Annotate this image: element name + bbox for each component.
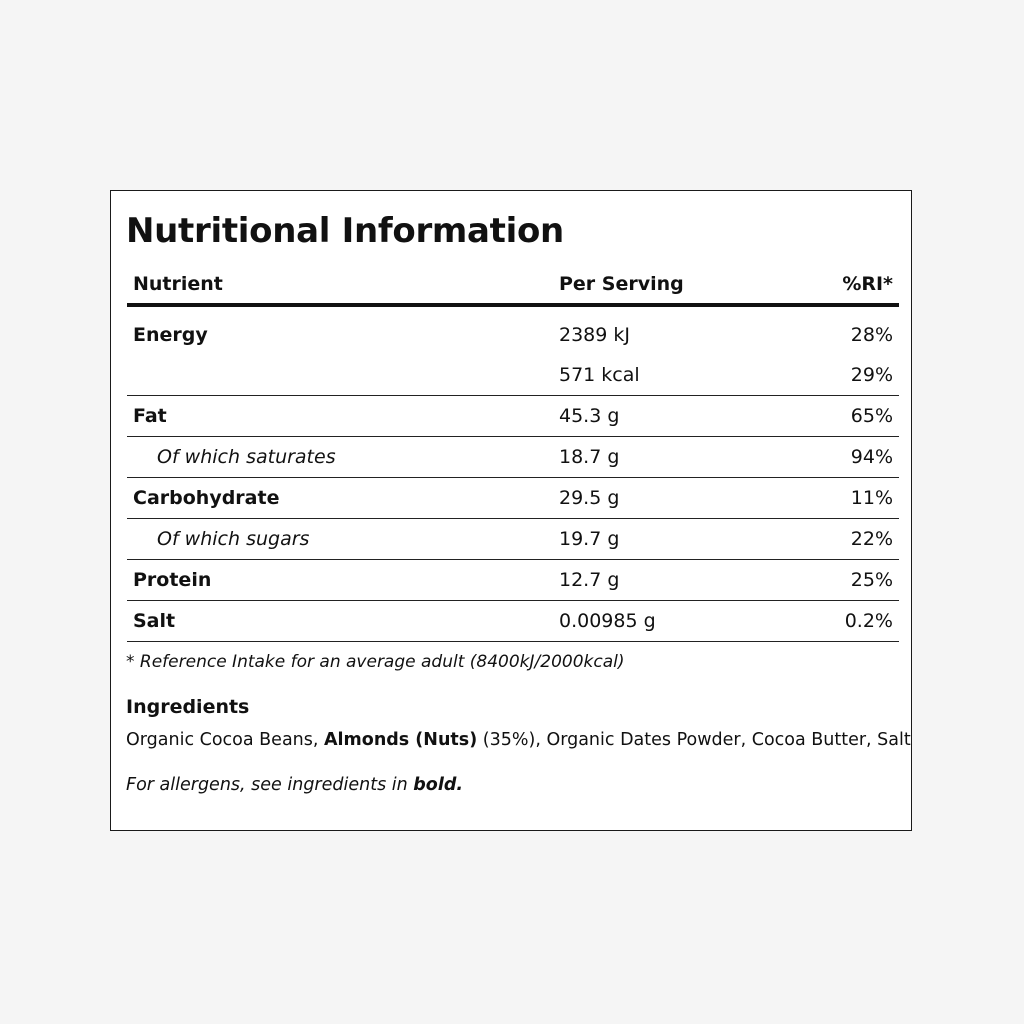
table-row xyxy=(127,560,899,601)
row-nutrient: Fat xyxy=(127,396,553,437)
row-per-serving: 2389 kJ xyxy=(559,324,630,346)
row-ri: 25% xyxy=(790,560,899,601)
ingredients-list xyxy=(126,730,911,750)
label-title: Nutritional Information xyxy=(126,211,564,251)
row-nutrient: Of which saturates xyxy=(127,437,553,478)
row-per-serving: 45.3 g xyxy=(553,396,790,437)
row-nutrient xyxy=(127,355,553,396)
row-per-serving: 29.5 g xyxy=(553,478,790,519)
row-ri: 94% xyxy=(790,437,899,478)
table-row xyxy=(127,396,899,437)
allergen-note xyxy=(126,775,463,795)
ingredients-text-part: (35%), Organic Dates Powder, Cocoa Butter, Salt xyxy=(477,730,911,750)
row-per-serving: 18.7 g xyxy=(553,437,790,478)
table-row xyxy=(127,355,899,396)
allergen-note-text: For allergens, see ingredients in xyxy=(126,775,414,795)
row-ri: 22% xyxy=(790,519,899,560)
row-nutrient: Protein xyxy=(127,560,553,601)
row-ri: 0.2% xyxy=(790,601,899,642)
row-nutrient: Of which sugars xyxy=(127,519,553,560)
row-ri: 65% xyxy=(790,396,899,437)
column-header-nutrient: Nutrient xyxy=(127,265,553,305)
table-row xyxy=(127,478,899,519)
allergen-ingredient: Almonds (Nuts) xyxy=(324,730,478,750)
row-nutrient: Salt xyxy=(127,601,553,642)
table-row xyxy=(127,305,899,355)
ingredients-text-part: Organic Cocoa Beans, xyxy=(126,730,325,750)
row-ri: 11% xyxy=(790,478,899,519)
row-per-serving: 19.7 g xyxy=(553,519,790,560)
table-row xyxy=(127,601,899,642)
nutrition-label-panel xyxy=(110,190,912,831)
ingredients-heading: Ingredients xyxy=(126,696,250,718)
row-nutrient: Energy xyxy=(133,324,208,346)
row-nutrient: Carbohydrate xyxy=(127,478,553,519)
table-header-row xyxy=(127,265,899,305)
table-row xyxy=(127,519,899,560)
column-header-per-serving: Per Serving xyxy=(553,265,790,305)
row-per-serving: 571 kcal xyxy=(553,355,790,396)
row-ri: 29% xyxy=(790,355,899,396)
column-header-ri: %RI* xyxy=(790,265,899,305)
nutrition-table xyxy=(127,265,899,642)
row-ri: 28% xyxy=(850,324,893,346)
reference-intake-footnote: * Reference Intake for an average adult (8400kJ/2000kcal) xyxy=(126,652,625,672)
row-per-serving: 12.7 g xyxy=(553,560,790,601)
table-row xyxy=(127,437,899,478)
allergen-note-bold: bold. xyxy=(413,775,464,795)
row-per-serving: 0.00985 g xyxy=(553,601,790,642)
